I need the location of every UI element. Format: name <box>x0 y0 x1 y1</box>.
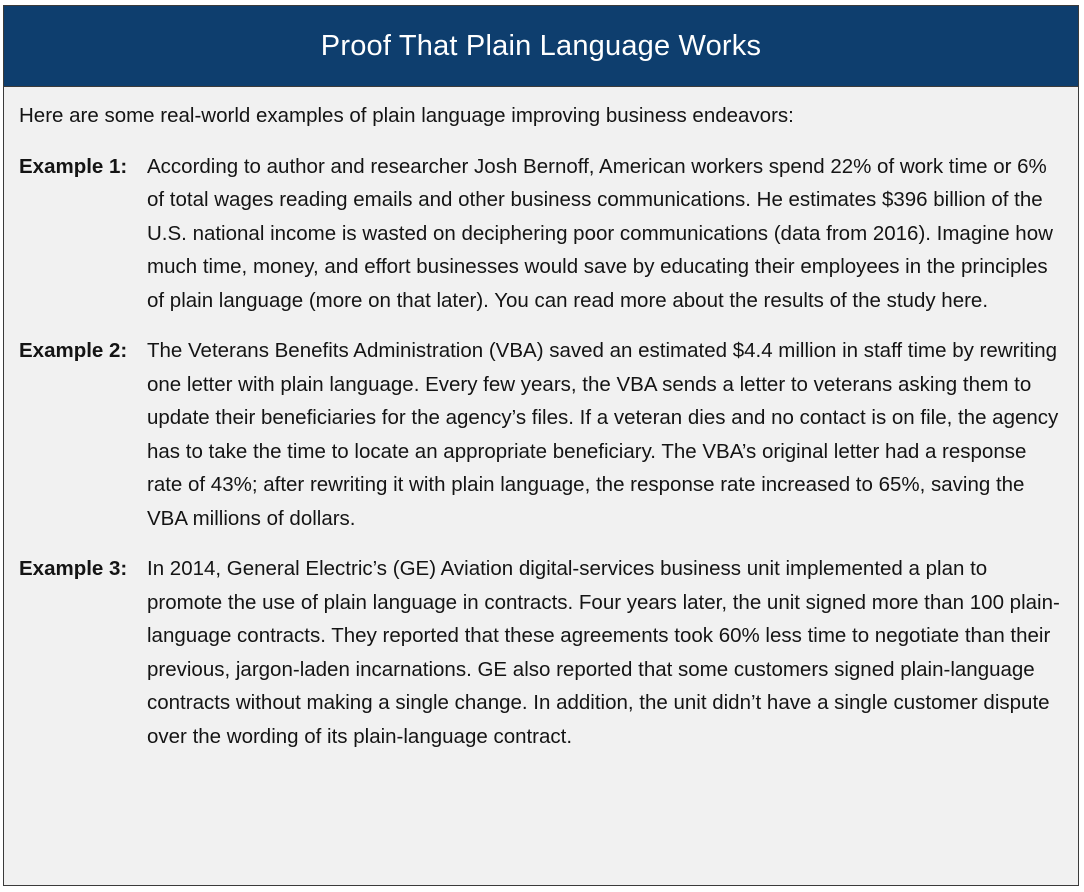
example-text-2: The Veterans Benefits Administration (VBA) saved an estimated $4.4 million in staff time by rewriting one letter with plain language. Every few years, the VBA sends a letter to veterans asking them to update their beneficiaries for the agency’s files. If a veteran dies and no contact is on file, the agency has to take the time to locate an appropriate beneficiary. The VBA’s original letter had a response rate of 43%; after rewriting it with plain language, the response rate increased to 65%, saving the VBA millions of dollars. <box>147 339 1059 530</box>
example-label-2: Example 2: <box>19 339 128 362</box>
callout-header <box>4 6 1078 87</box>
example-text-1: According to author and researcher Josh Bernoff, American workers spend 22% of work time or 6% of total wages reading emails and other business communications. He estimates $396 billion of the U.S. national income is wasted on deciphering poor communications (data from 2016). Imagine how much time, money, and effort businesses would save by educating their employees in the principles of plain language (more on that later). You can read more about the results of the study here. <box>147 154 1053 312</box>
callout-body <box>4 87 1078 885</box>
page-title: Proof That Plain Language Works <box>320 29 762 62</box>
example-entry-3 <box>19 552 1062 753</box>
example-entry-1 <box>19 150 1062 318</box>
intro-paragraph: Here are some real-world examples of plain language improving business endeavors: <box>19 104 794 127</box>
example-text-3: In 2014, General Electric’s (GE) Aviation digital-services business unit implemented a plan to promote the use of plain language in contracts. Four years later, the unit signed more than 100 plain-language contracts. They reported that these agreements took 60% less time to negotiate than their previous, jargon-laden incarnations. GE also reported that some customers signed plain-language contracts without making a single change. In addition, the unit didn’t have a single customer dispute over the wording of its plain-language contract. <box>147 557 1060 748</box>
callout-box <box>3 5 1079 886</box>
example-entry-2 <box>19 334 1062 535</box>
example-label-1: Example 1: <box>19 154 128 178</box>
example-label-3: Example 3: <box>19 557 128 580</box>
